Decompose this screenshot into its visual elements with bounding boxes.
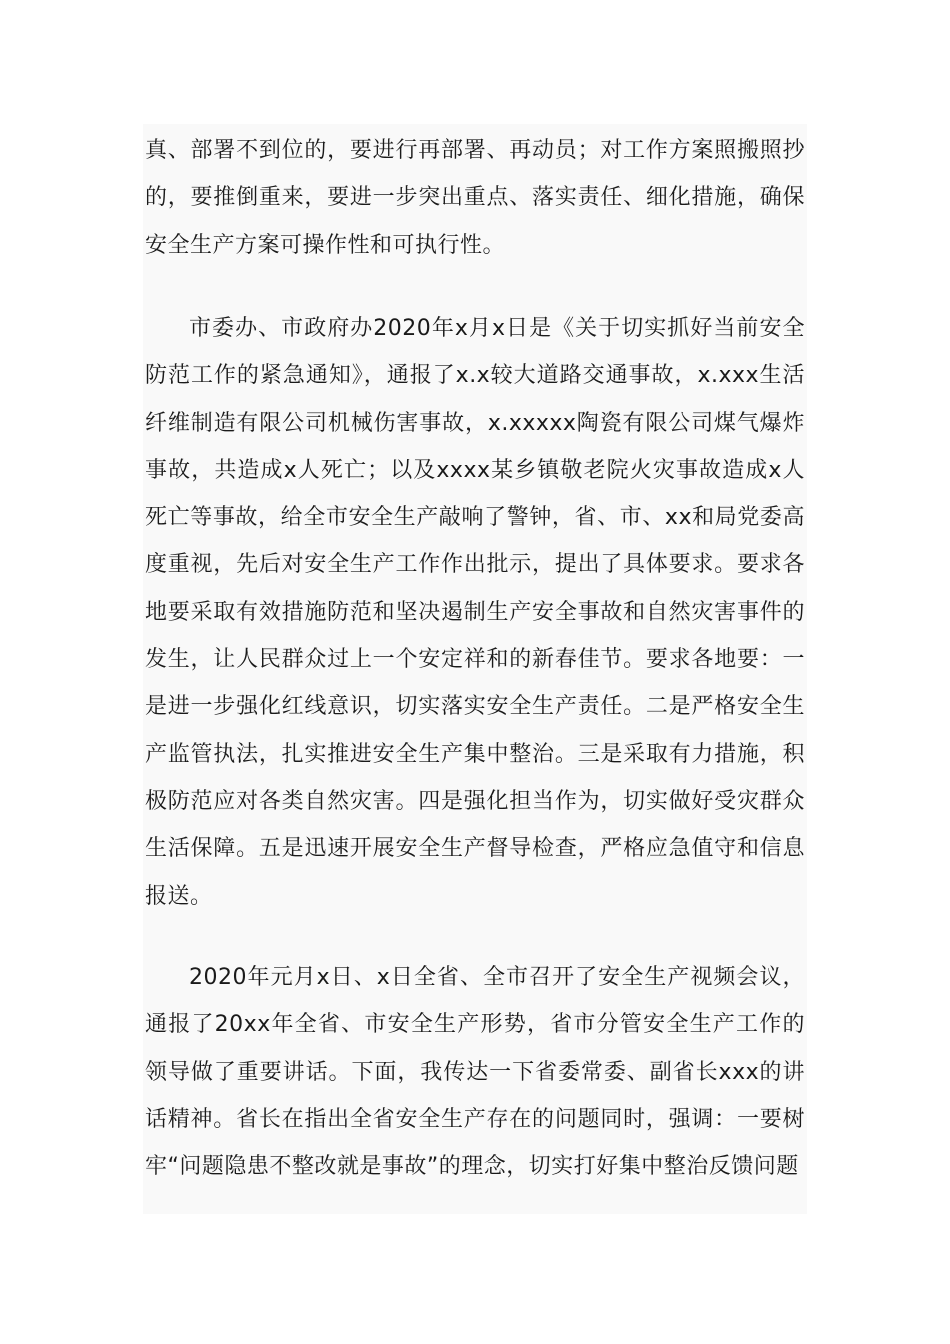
document-body <box>143 124 807 1214</box>
paragraph-2: 市委办、市政府办2020年x月x日是《关于切实抓好当前安全防范工作的紧急通知》，通报了x.x较大道路交通事故，x.xxx生活纤维制造有限公司机械伤害事故，x.xxxxx陶瓷有限公司煤气爆炸事故，共造成x人死亡；以及xxxx某乡镇敬老院火灾事故造成x人死亡等事故，给全市安全生产敲响了警钟，省、市、xx和局党委高度重视，先后对安全生产工作作出批示，提出了具体要求。要求各地要采取有效措施防范和坚决遏制生产安全事故和自然灾害事件的发生，让人民群众过上一个安定祥和的新春佳节。要求各地要：一是进一步强化红线意识，切实落实安全生产责任。二是严格安全生产监管执法，扎实推进安全生产集中整治。三是采取有力措施，积极防范应对各类自然灾害。四是强化担当作为，切实做好受灾群众生活保障。五是迅速开展安全生产督导检查，严格应急值守和信息报送。 <box>145 316 805 909</box>
paragraph-3: 2020年元月x日、x日全省、全市召开了安全生产视频会议，通报了20xx年全省、市安全生产形势，省市分管安全生产工作的领导做了重要讲话。下面，我传达一下省委常委、副省长xxx的讲话精神。省长在指出全省安全生产存在的问题同时，强调：一要树牢“问题隐患不整改就是事故”的理念，切实打好集中整治反馈问题 <box>145 965 805 1180</box>
paragraph-1: 真、部署不到位的，要进行再部署、再动员；对工作方案照搬照抄的，要推倒重来，要进一步突出重点、落实责任、细化措施，确保安全生产方案可操作性和可执行性。 <box>145 138 805 258</box>
